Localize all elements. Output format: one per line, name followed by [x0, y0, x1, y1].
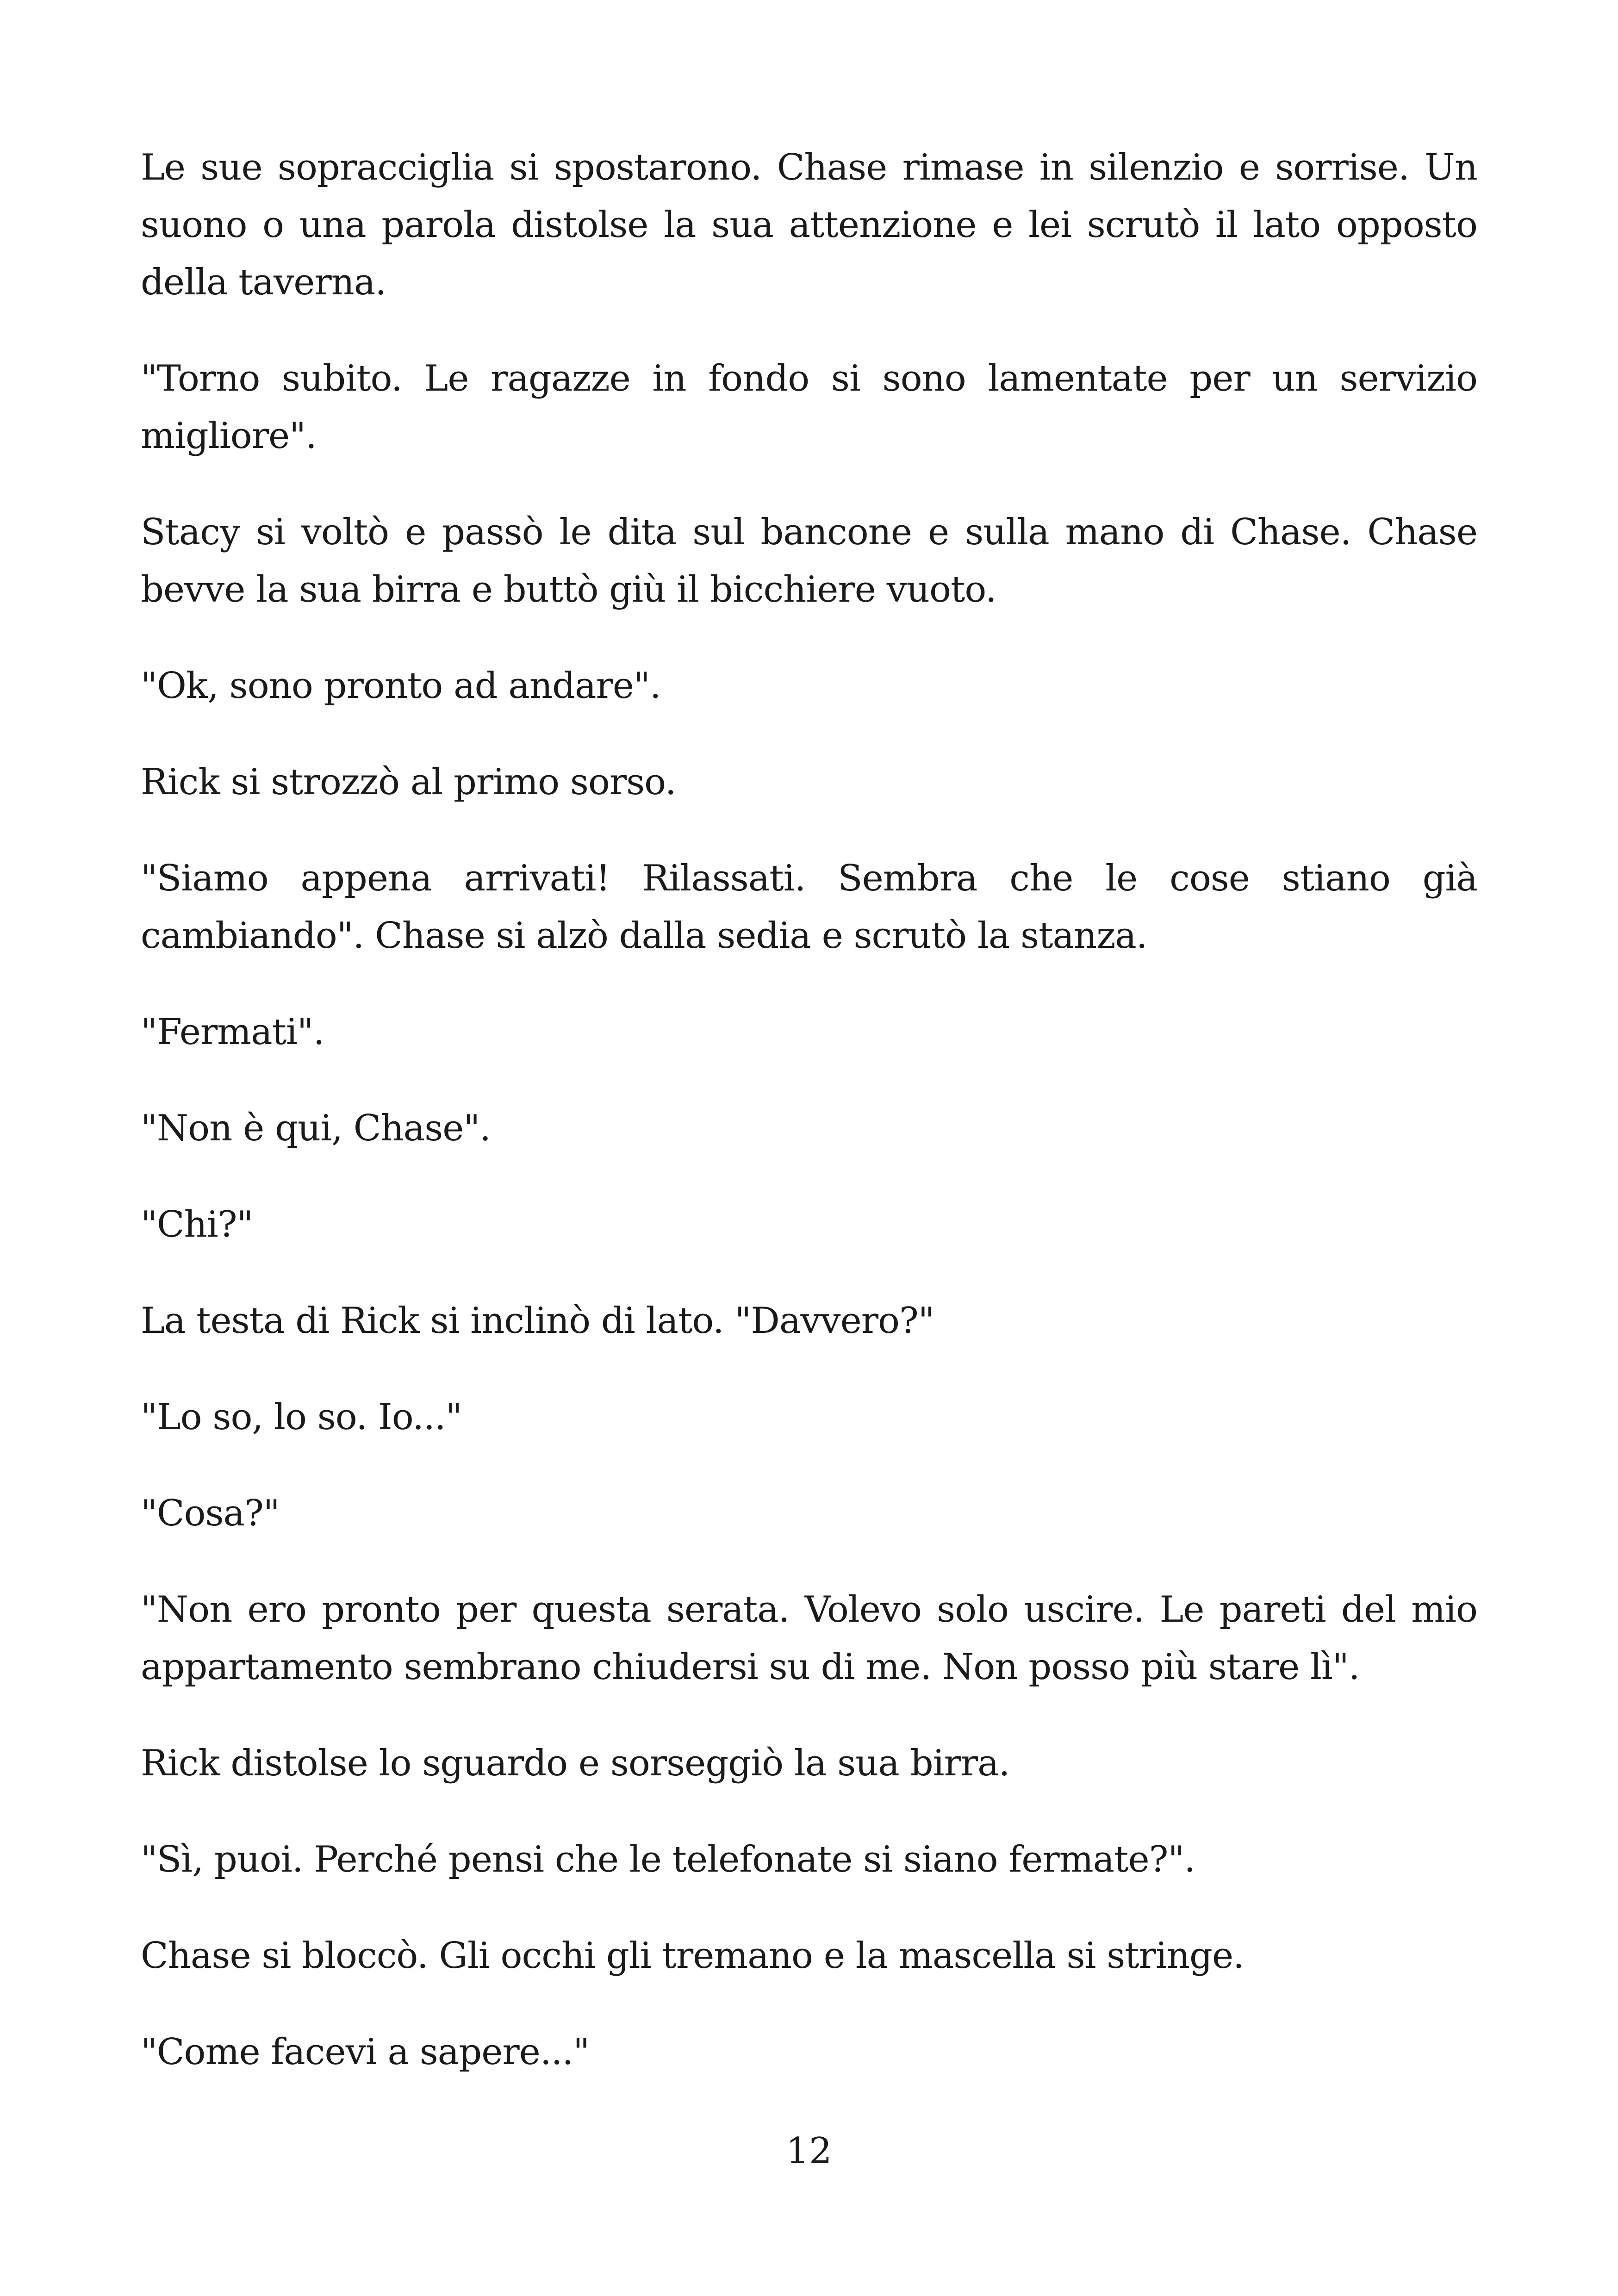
paragraph: Le sue sopracciglia si spostarono. Chase rimase in silenzio e sorrise. Un suono o una parola distolse la sua attenzione e lei scrutò il lato opposto della taverna.: [141, 147, 1477, 303]
paragraph: Rick si strozzò al primo sorso.: [141, 761, 676, 803]
paragraph: "Chi?": [141, 1204, 253, 1245]
page-number: 12: [786, 2130, 832, 2172]
body-text: [141, 139, 1477, 2120]
paragraph: Stacy si voltò e passò le dita sul bancone e sulla mano di Chase. Chase bevve la sua birra e buttò giù il bicchiere vuoto.: [141, 511, 1477, 610]
paragraph: "Sì, puoi. Perché pensi che le telefonate si siano fermate?".: [141, 1839, 1195, 1880]
paragraph: "Non ero pronto per questa serata. Volevo solo uscire. Le pareti del mio appartamento sembrano chiudersi su di me. Non posso più stare lì".: [141, 1589, 1477, 1688]
paragraph: La testa di Rick si inclinò di lato. "Davvero?": [141, 1300, 934, 1342]
paragraph: "Torno subito. Le ragazze in fondo si sono lamentate per un servizio migliore".: [141, 358, 1477, 457]
paragraph: "Ok, sono pronto ad andare".: [141, 665, 661, 707]
paragraph: "Cosa?": [141, 1493, 280, 1534]
paragraph: "Fermati".: [141, 1011, 324, 1053]
paragraph: "Lo so, lo so. Io...": [141, 1396, 462, 1438]
paragraph: Rick distolse lo sguardo e sorseggiò la sua birra.: [141, 1742, 1010, 1784]
paragraph: Chase si bloccò. Gli occhi gli tremano e la mascella si stringe.: [141, 1935, 1244, 1977]
paragraph: "Non è qui, Chase".: [141, 1108, 491, 1149]
paragraph: "Come facevi a sapere...": [141, 2031, 590, 2073]
paragraph: "Siamo appena arrivati! Rilassati. Sembra che le cose stiano già cambiando". Chase si alzò dalla sedia e scrutò la stanza.: [141, 858, 1477, 957]
